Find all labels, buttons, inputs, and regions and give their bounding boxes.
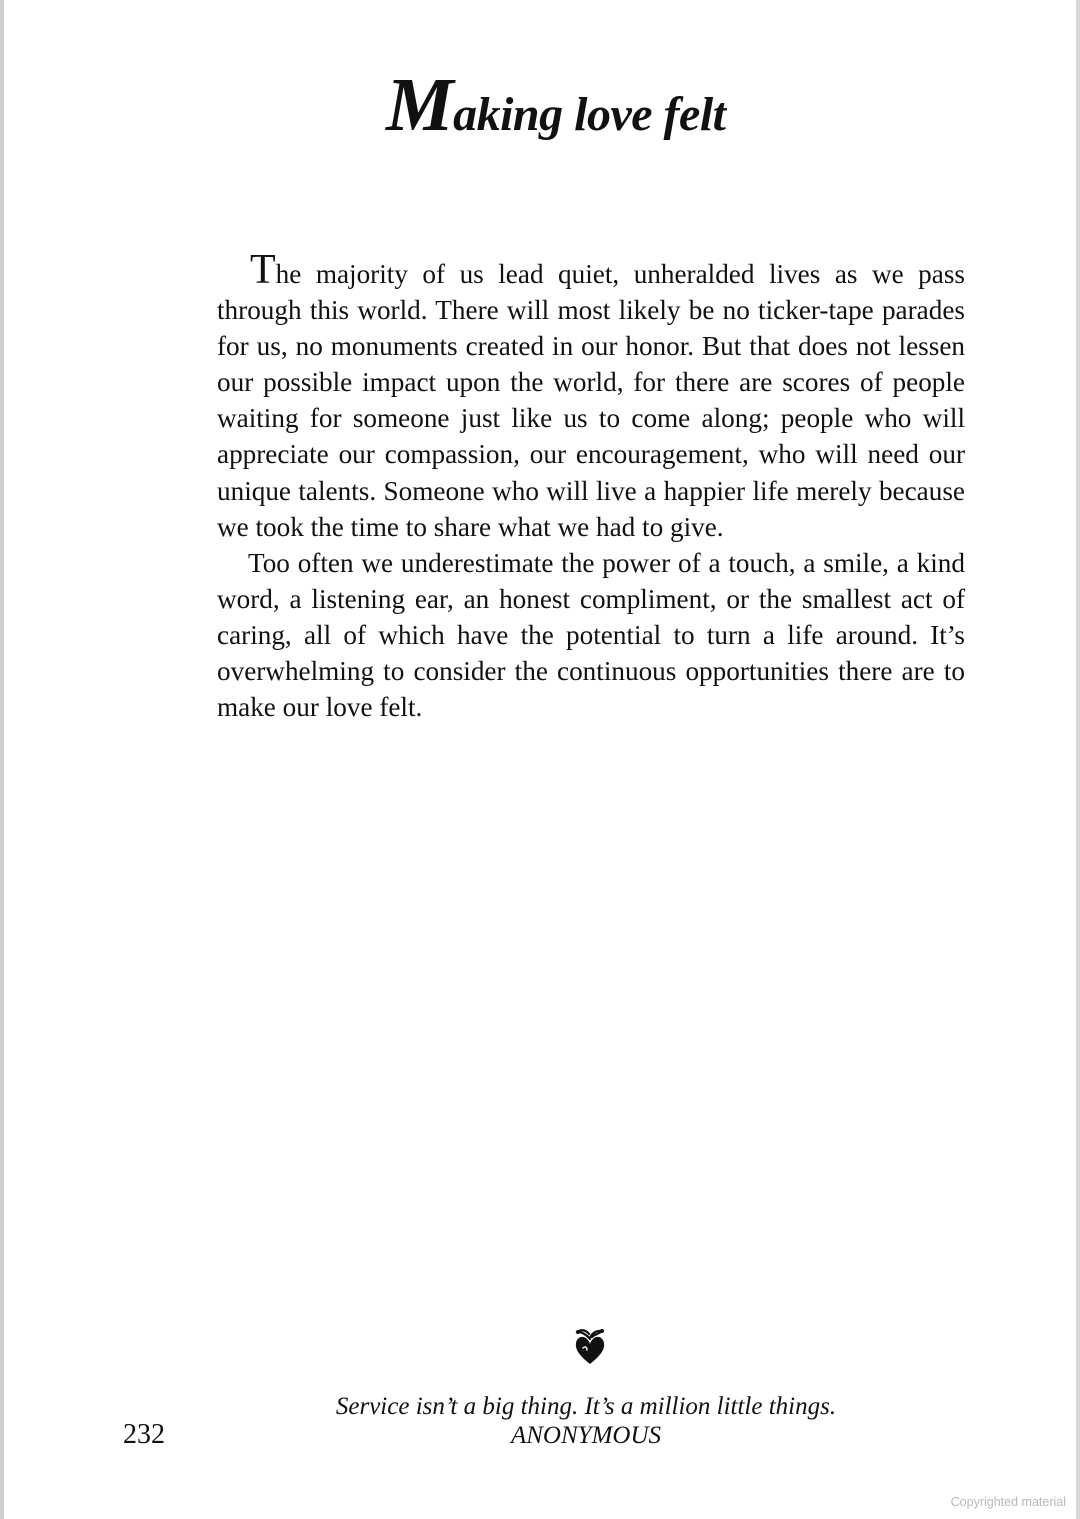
chapter-title-initial: M: [386, 63, 454, 147]
paragraph-1: [217, 247, 965, 545]
chapter-title: [386, 60, 886, 151]
epigraph: [280, 1392, 892, 1450]
paragraph-2: Too often we underestimate the power of a touch, a smile, a kind word, a listening ear, an honest compliment, or the smallest act of caring, all of which have the potential to turn a life around. It’s overwhelming to consider the continuous opportunities there are to make our love felt.: [217, 547, 965, 723]
epigraph-quote: Service isn’t a big thing. It’s a million little things.: [335, 1393, 837, 1420]
page-edge-left: [0, 0, 4, 1519]
chapter-title-rest: aking love felt: [453, 88, 726, 141]
copyright-watermark: Copyrighted material: [950, 1495, 1066, 1509]
page-number: 232: [123, 1419, 165, 1450]
heart-ornament-icon: [572, 1326, 608, 1366]
epigraph-attribution: ANONYMOUS: [510, 1422, 661, 1449]
paragraph-1-initial: T: [250, 247, 276, 293]
body-text: [217, 247, 965, 725]
paragraph-1-text: he majority of us lead quiet, unheralded lives as we pass through this world. There will most likely be no ticker-tape parades for us, no monuments created in our honor. But that does not lessen our possible impact upon the world, for there are scores of people waiting for someone just like us to come along; people who will appreciate our compassion, our encouragement, who will need our unique talents. Someone who will live a happier life merely because we took the time to share what we had to give.: [217, 259, 965, 542]
page-edge-right: [1076, 0, 1080, 1519]
